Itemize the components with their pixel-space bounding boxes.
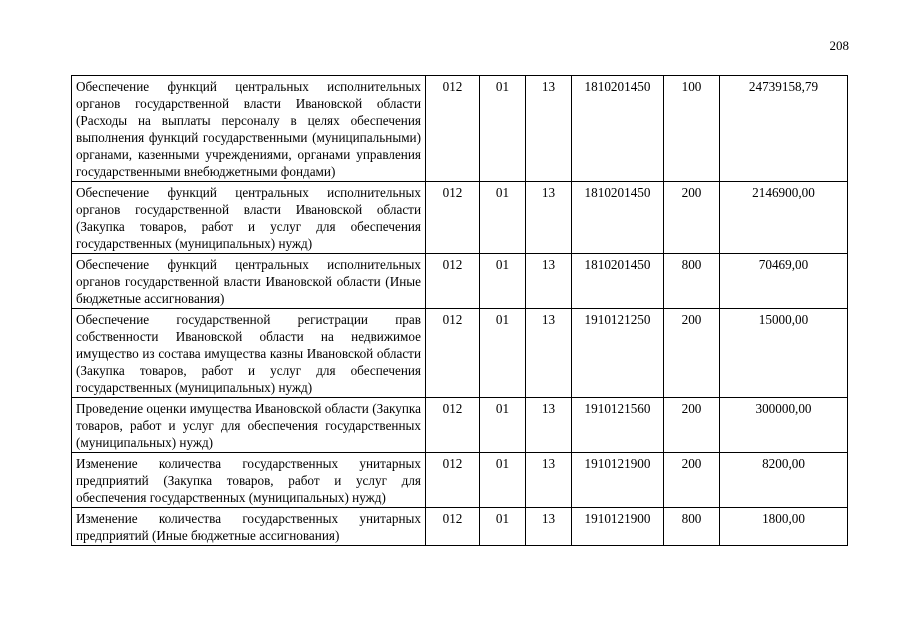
row-subsection-code: 13 [526, 309, 572, 398]
row-target-article-code: 1810201450 [572, 76, 664, 182]
page-number: 208 [829, 38, 849, 53]
row-description: Обеспечение функций центральных исполнительных органов государственной власти Ивановской области (Иные бюджетные ассигнования) [72, 254, 426, 309]
row-section-code: 01 [480, 508, 526, 546]
row-description: Обеспечение функций центральных исполнительных органов государственной власти Ивановской области (Закупка товаров, работ и услуг для обеспечения государственных (муниципальных) нужд) [72, 182, 426, 254]
budget-table-body [72, 76, 848, 546]
table-row [72, 453, 848, 508]
row-department-code: 012 [426, 453, 480, 508]
row-expense-type-code: 200 [664, 453, 720, 508]
table-row [72, 508, 848, 546]
row-target-article-code: 1910121900 [572, 508, 664, 546]
row-department-code: 012 [426, 254, 480, 309]
row-expense-type-code: 200 [664, 309, 720, 398]
row-description: Изменение количества государственных унитарных предприятий (Закупка товаров, работ и услуг для обеспечения государственных (муниципальных) нужд) [72, 453, 426, 508]
table-row [72, 182, 848, 254]
row-target-article-code: 1810201450 [572, 254, 664, 309]
budget-table [71, 75, 848, 546]
row-subsection-code: 13 [526, 508, 572, 546]
row-amount: 24739158,79 [720, 76, 848, 182]
row-section-code: 01 [480, 254, 526, 309]
row-amount: 2146900,00 [720, 182, 848, 254]
row-description: Обеспечение государственной регистрации прав собственности Ивановской области на недвижимое имущество из состава имущества казны Ивановской области (Закупка товаров, работ и услуг для обеспечения государственных (муниципальных) нужд) [72, 309, 426, 398]
row-target-article-code: 1910121560 [572, 398, 664, 453]
row-description: Проведение оценки имущества Ивановской области (Закупка товаров, работ и услуг для обеспечения государственных (муниципальных) нужд) [72, 398, 426, 453]
row-section-code: 01 [480, 76, 526, 182]
row-department-code: 012 [426, 76, 480, 182]
row-section-code: 01 [480, 309, 526, 398]
row-expense-type-code: 100 [664, 76, 720, 182]
row-section-code: 01 [480, 453, 526, 508]
table-row [72, 398, 848, 453]
row-amount: 8200,00 [720, 453, 848, 508]
row-description: Обеспечение функций центральных исполнительных органов государственной власти Ивановской области (Расходы на выплаты персоналу в целях обеспечения выполнения функций государственными (муниципальными) органами, казенными учреждениями, органами управления государственными внебюджетными фондами) [72, 76, 426, 182]
row-expense-type-code: 200 [664, 182, 720, 254]
row-department-code: 012 [426, 508, 480, 546]
row-expense-type-code: 800 [664, 508, 720, 546]
row-subsection-code: 13 [526, 398, 572, 453]
row-target-article-code: 1910121900 [572, 453, 664, 508]
row-amount: 15000,00 [720, 309, 848, 398]
row-amount: 300000,00 [720, 398, 848, 453]
table-row [72, 309, 848, 398]
row-section-code: 01 [480, 182, 526, 254]
row-amount: 1800,00 [720, 508, 848, 546]
row-expense-type-code: 200 [664, 398, 720, 453]
row-subsection-code: 13 [526, 254, 572, 309]
table-row [72, 254, 848, 309]
row-department-code: 012 [426, 398, 480, 453]
row-subsection-code: 13 [526, 453, 572, 508]
row-target-article-code: 1910121250 [572, 309, 664, 398]
row-target-article-code: 1810201450 [572, 182, 664, 254]
row-description: Изменение количества государственных унитарных предприятий (Иные бюджетные ассигнования) [72, 508, 426, 546]
table-row [72, 76, 848, 182]
row-amount: 70469,00 [720, 254, 848, 309]
row-department-code: 012 [426, 309, 480, 398]
row-subsection-code: 13 [526, 76, 572, 182]
row-subsection-code: 13 [526, 182, 572, 254]
row-department-code: 012 [426, 182, 480, 254]
row-expense-type-code: 800 [664, 254, 720, 309]
row-section-code: 01 [480, 398, 526, 453]
